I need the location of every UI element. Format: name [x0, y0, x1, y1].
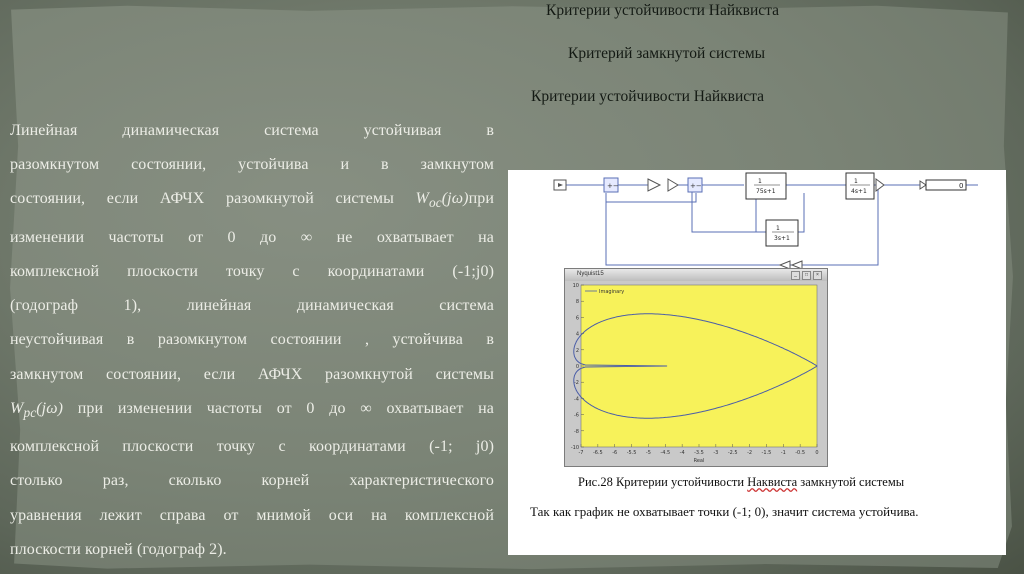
- x-tick-label: -2: [747, 450, 753, 456]
- x-tick-label: -4: [679, 450, 685, 456]
- svg-text:+−: +−: [690, 182, 702, 190]
- body-line: (годограф 1), линейная динамическая система: [10, 297, 494, 315]
- minimize-button[interactable]: _: [791, 271, 800, 280]
- y-tick-label: 6: [575, 315, 579, 322]
- close-button[interactable]: ×: [813, 271, 822, 280]
- body-line-text: при изменении частоты от 0 до ∞ охватывает на: [77, 399, 494, 417]
- x-tick-label: -3.5: [694, 450, 704, 456]
- y-tick-label: 4: [575, 331, 579, 338]
- y-tick-label: 2: [575, 347, 579, 354]
- gain-block-3: [876, 179, 884, 191]
- y-tick-label: -10: [570, 445, 579, 451]
- y-tick-label: 8: [575, 299, 579, 306]
- x-tick-label: -1.5: [761, 450, 772, 456]
- body-line: комплексной плоскости точку с координатами (-1; j0): [10, 438, 494, 456]
- slide-heading: Критерии устойчивости Найквиста: [531, 88, 764, 105]
- y-tick-label: -8: [574, 428, 579, 435]
- svg-text:0: 0: [959, 182, 964, 190]
- x-axis-label: Real: [693, 458, 705, 464]
- plot-window: [564, 268, 828, 467]
- block-diagram: [508, 170, 1006, 270]
- svg-text:3s+1: 3s+1: [774, 235, 790, 242]
- body-line-text: состоянии, если АФЧХ разомкнутой системы: [10, 190, 394, 208]
- display-block: [926, 180, 966, 190]
- body-line: Линейная динамическая система устойчивая в: [10, 122, 494, 139]
- figure-panel: [508, 170, 1006, 555]
- formula-w-oc: $W_{ос}(j\omega)$: [415, 190, 469, 211]
- body-line: неустойчивая в разомкнутом состоянии , устойчива в: [10, 331, 494, 349]
- figure-caption: Рис.28 Критерии устойчивости Наквиста замкнутой системы: [578, 475, 905, 489]
- body-line: комплексной плоскости точку с координатами (-1;j0): [10, 263, 494, 280]
- x-tick-label: -6: [612, 450, 618, 456]
- summator-2: [688, 178, 702, 192]
- gain-block-4: [920, 181, 926, 189]
- transfer-block-2: [766, 220, 798, 246]
- body-line: плоскости корней (годограф 2).: [10, 540, 227, 558]
- svg-text:4s+1: 4s+1: [851, 188, 867, 195]
- svg-text:+−: +−: [607, 182, 619, 190]
- body-line: изменении частоты от 0 до ∞ не охватывает на: [10, 228, 494, 246]
- y-tick-label: 10: [572, 283, 579, 289]
- nyquist-plot: [565, 281, 827, 466]
- formula-w-pc: $W_{pc}(j\omega)$: [10, 399, 64, 420]
- svg-text:1: 1: [776, 225, 780, 232]
- body-line-with-formula: [10, 392, 494, 430]
- x-tick-label: -3: [713, 450, 719, 456]
- plot-area: [581, 285, 817, 447]
- plot-titlebar: [565, 269, 827, 281]
- y-tick-label: -4: [574, 396, 579, 403]
- body-paragraph: [10, 114, 494, 567]
- svg-text:1: 1: [758, 178, 762, 185]
- x-tick-label: -1: [780, 450, 786, 456]
- caption-underlined-word: Наквиста: [747, 475, 798, 489]
- body-line: разомкнутом состоянии, устойчива и в замкнутом: [10, 156, 494, 174]
- gain-block-1: [648, 179, 660, 191]
- source-block: [554, 180, 566, 190]
- body-line: столько раз, сколько корней характеристического: [10, 472, 494, 490]
- x-tick-label: -5.5: [626, 450, 637, 456]
- x-tick-label: -5: [645, 450, 651, 456]
- legend-label: Imaginary: [599, 289, 625, 295]
- y-tick-label: -2: [574, 380, 579, 387]
- x-tick-label: -7: [578, 450, 584, 456]
- slide-subtitle: Критерий замкнутой системы: [568, 45, 766, 62]
- x-tick-label: -2.5: [727, 450, 738, 456]
- plot-window-title: Nyquist15: [577, 271, 604, 277]
- y-tick-label: -6: [574, 412, 579, 419]
- body-line: замкнутом состоянии, если АФЧХ разомкнутой системы: [10, 365, 494, 383]
- maximize-button[interactable]: □: [802, 271, 811, 280]
- x-tick-label: 0: [815, 450, 819, 456]
- transfer-block-3: [846, 173, 874, 199]
- summator-1: [604, 178, 619, 192]
- body-line: уравнения лежит справа от мнимой оси на комплексной: [10, 506, 494, 524]
- x-tick-label: -4.5: [660, 450, 671, 456]
- figure-note: Так как график не охватывает точки (-1; 0), значит система устойчива.: [530, 504, 919, 519]
- body-line-text: при: [468, 190, 494, 208]
- body-line-with-formula: [10, 182, 494, 220]
- svg-text:75s+1: 75s+1: [756, 188, 776, 195]
- gain-block-2: [668, 179, 678, 191]
- slide-title: Критерии устойчивости Найквиста: [546, 2, 779, 19]
- svg-text:1: 1: [854, 178, 858, 185]
- transfer-block-1: [746, 173, 786, 199]
- y-tick-label: 0: [575, 364, 579, 370]
- x-tick-label: -0.5: [795, 450, 806, 456]
- x-tick-label: -6.5: [592, 450, 603, 456]
